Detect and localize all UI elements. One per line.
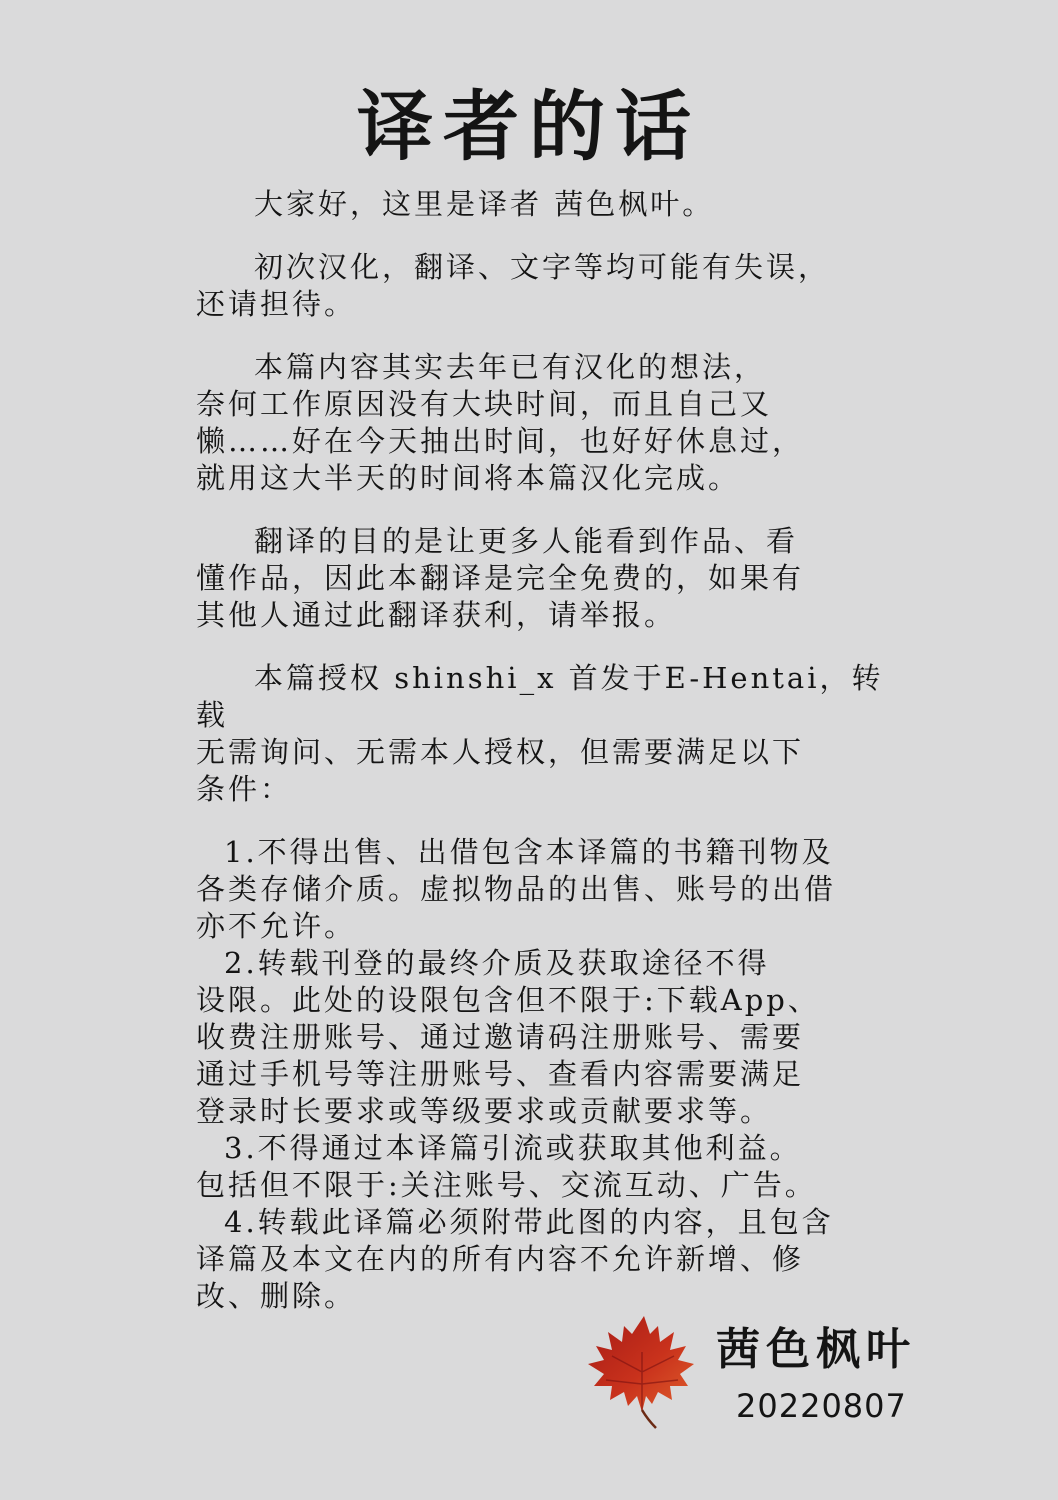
signature-date: 20220807 <box>736 1387 907 1425</box>
maple-leaf-icon <box>582 1312 702 1432</box>
condition-item: 4.转载此译篇必须附带此图的内容，且包含 译篇及本文在内的所有内容不允许新增、修 改、删除。 <box>196 1205 834 1313</box>
condition-item: 1.不得出售、出借包含本译篇的书籍刊物及 各类存储介质。虚拟物品的出售、账号的出借 亦不允许。 <box>196 835 837 943</box>
greeting-paragraph: 大家好，这里是译者 茜色枫叶。 <box>254 187 715 221</box>
disclaimer-paragraph: 初次汉化，翻译、文字等均可能有失误， 还请担待。 <box>196 250 831 321</box>
translator-name: 茜色枫叶 <box>716 1324 916 1375</box>
purpose-paragraph: 翻译的目的是让更多人能看到作品、看 懂作品，因此本翻译是完全免费的，如果有 其他人通过此翻译获利，请举报。 <box>196 524 805 632</box>
license-paragraph: 本篇授权 shinshi_x 首发于E-Hentai，转载 无需询问、无需本人授权，但需要满足以下 条件： <box>196 661 884 806</box>
background-paragraph: 本篇内容其实去年已有汉化的想法， 奈何工作原因没有大块时间，而且自己又 懒……好在今天抽出时间，也好好休息过， 就用这大半天的时间将本篇汉化完成。 <box>196 350 805 495</box>
message-body <box>196 186 886 1315</box>
condition-item: 3.不得通过本译篇引流或获取其他利益。 包括但不限于:关注账号、交流互动、广告。 <box>196 1131 817 1202</box>
leaf-shape <box>588 1316 694 1412</box>
page-title: 译者的话 <box>357 82 701 171</box>
conditions-list <box>196 834 886 1315</box>
condition-item: 2.转载刊登的最终介质及获取途径不得 设限。此处的设限包含但不限于:下载App、 收费注册账号、通过邀请码注册账号、需要 通过手机号等注册账号、查看内容需要满足 登录时长要求或等级要求或贡献要求等。 <box>196 946 820 1128</box>
leaf-stem <box>642 1410 656 1428</box>
signature-block <box>716 1322 1016 1426</box>
